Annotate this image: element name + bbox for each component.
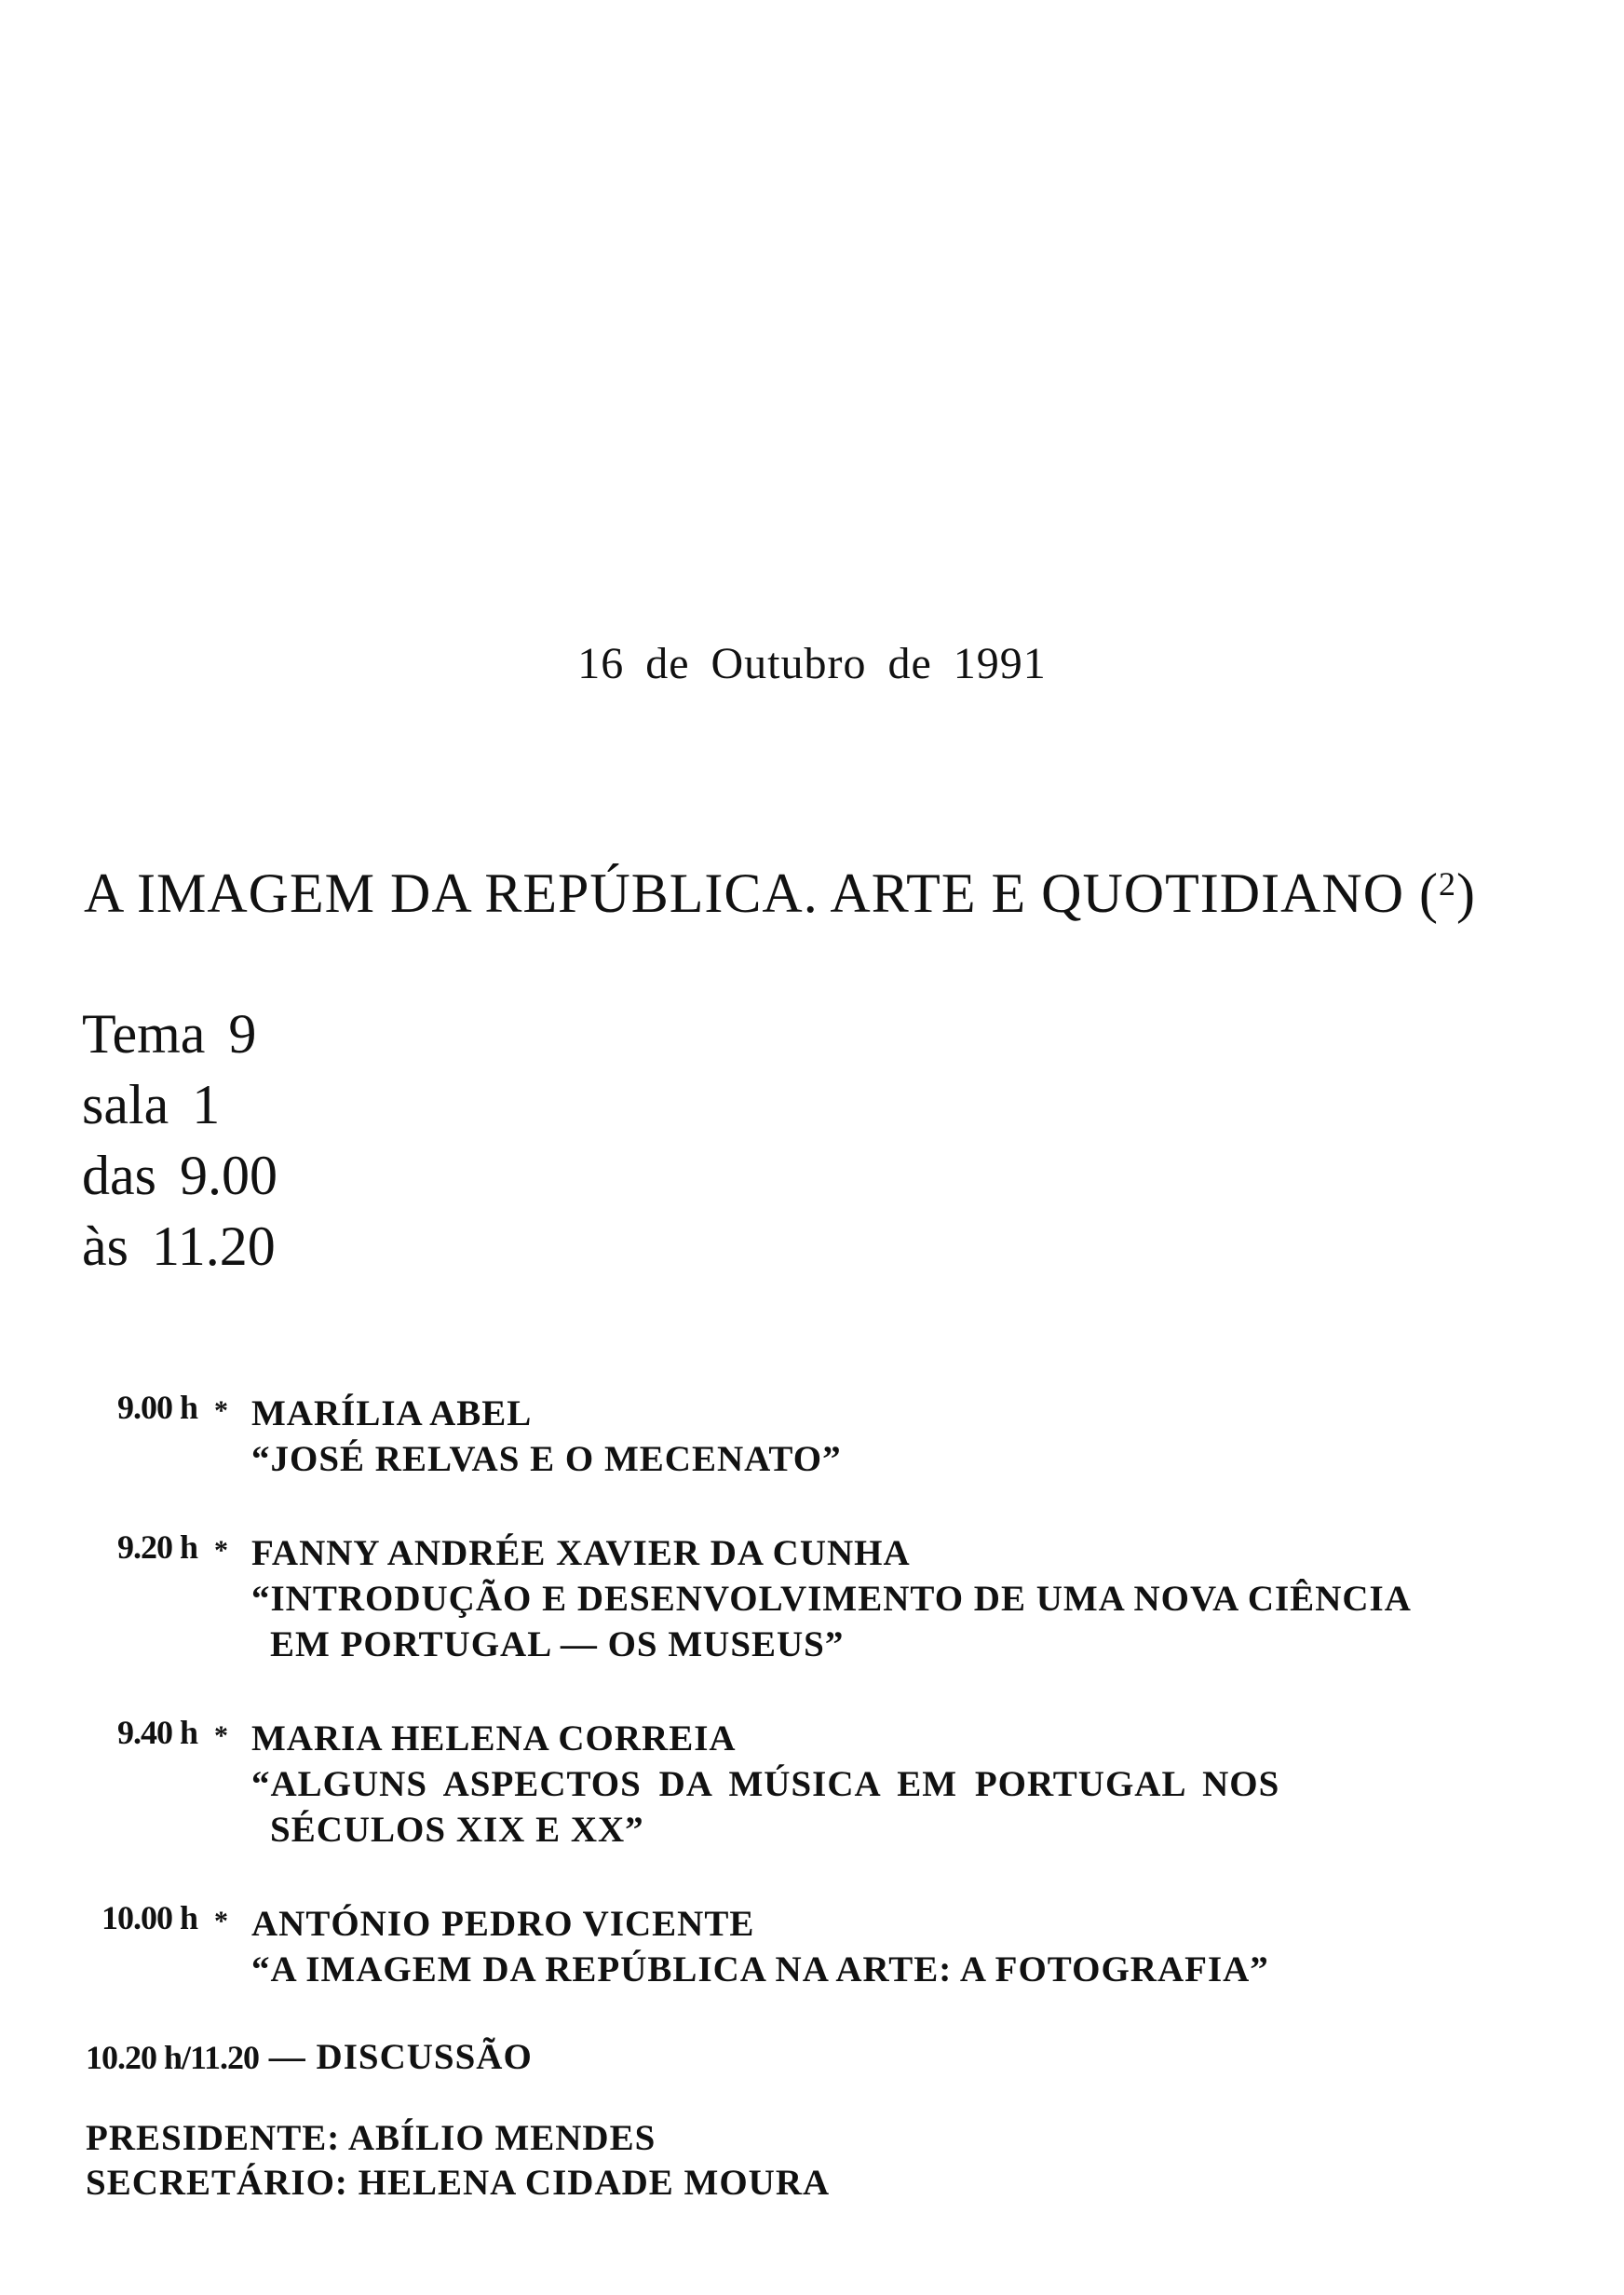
session-title-close: ) (1456, 862, 1477, 924)
bullet-marker: * (214, 1906, 229, 1936)
program-entry (86, 1898, 1576, 1992)
program-entry (86, 1713, 1576, 1853)
theme-number: Tema 9 (82, 1003, 257, 1065)
program-entry (86, 1388, 1576, 1482)
talk-title: “A IMAGEM DA REPÚBLICA NA ARTE: A FOTOGRAFIA” (251, 1949, 1269, 1989)
discussion-line (86, 2034, 1576, 2081)
president-line: PRESIDENTE: ABÍLIO MENDES (86, 2118, 656, 2158)
bullet-marker: * (214, 1535, 229, 1566)
entry-time: 9.20 h (116, 1528, 197, 1566)
speaker-name (214, 1528, 1576, 1576)
entry-body (214, 1713, 1576, 1853)
entry-body (214, 1528, 1576, 1667)
discussion-label: — DISCUSSÃO (268, 2037, 533, 2077)
secretary-line: SECRETÁRIO: HELENA CIDADE MOURA (86, 2163, 831, 2203)
entry-body (214, 1898, 1576, 1992)
entry-time: 9.00 h (116, 1389, 197, 1426)
talk-title-continued: EM PORTUGAL — OS MUSEUS” (270, 1624, 845, 1664)
event-date: 16 de Outubro de 1991 (577, 639, 1047, 688)
session-info (82, 998, 277, 1282)
speaker-text: MARIA HELENA CORREIA (251, 1718, 737, 1759)
session-title (84, 862, 1476, 926)
bullet-marker: * (214, 1395, 229, 1426)
session-title-text: A IMAGEM DA REPÚBLICA. ARTE E QUOTIDIANO ( (84, 862, 1440, 924)
speaker-name (214, 1388, 1576, 1436)
discussion-time: 10.20 h/11.20 (86, 2039, 260, 2076)
footnote-marker: 2 (1439, 865, 1457, 903)
speaker-text: ANTÓNIO PEDRO VICENTE (251, 1904, 755, 1944)
talk-title: “INTRODUÇÃO E DESENVOLVIMENTO DE UMA NOVA CIÊNCIA (251, 1579, 1412, 1619)
speaker-name (214, 1713, 1576, 1761)
bullet-marker: * (214, 1720, 229, 1751)
program-list (86, 1388, 1576, 2206)
room-number: sala 1 (82, 1074, 221, 1135)
talk-title: “JOSÉ RELVAS E O MECENATO” (251, 1439, 842, 1479)
start-time: das 9.00 (82, 1145, 277, 1206)
speaker-text: FANNY ANDRÉE XAVIER DA CUNHA (251, 1533, 911, 1573)
entry-time: 10.00 h (101, 1899, 197, 1936)
program-entry (86, 1528, 1576, 1667)
speaker-text: MARÍLIA ABEL (251, 1393, 533, 1433)
entry-time: 9.40 h (116, 1714, 197, 1751)
talk-title-continued: SÉCULOS XIX E XX” (270, 1810, 644, 1850)
end-time: às 11.20 (82, 1215, 276, 1277)
entry-body (214, 1388, 1576, 1482)
talk-title: “ALGUNS ASPECTOS DA MÚSICA EM PORTUGAL NOS (251, 1764, 1280, 1804)
speaker-name (214, 1898, 1576, 1947)
